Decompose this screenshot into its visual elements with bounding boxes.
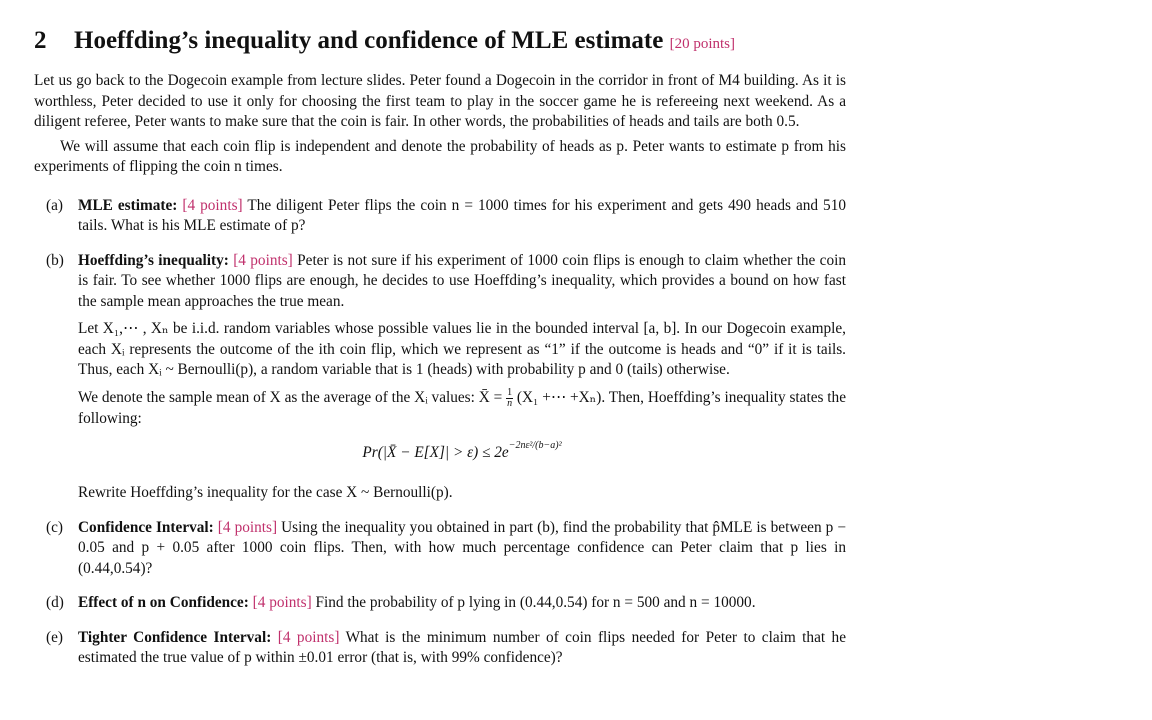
- question-label: (a): [46, 196, 63, 214]
- sample-mean-text: We denote the sample mean of X as the average of the Xᵢ values: X̄ =: [78, 388, 503, 406]
- question-label: (d): [46, 594, 64, 611]
- section-points: [20 points]: [669, 36, 736, 52]
- question-points: [4 points]: [252, 594, 312, 611]
- one-over-n-fraction: [506, 388, 513, 409]
- question-b-paragraph-2: Let X₁,⋯ , Xₙ be i.i.d. random variables whose possible values lie in the bounded interval [a, b]. In our Dogecoin example, each Xᵢ represents the outcome of the ith coin flip, which we represent as “1” if the outcome is heads and “0” if it is tails. Thus, each Xᵢ ~ Bernoulli(p), a random variable that is 1 (heads) with probability p and 0 (tails) otherwise.: [78, 320, 846, 378]
- question-points: [4 points]: [182, 196, 243, 214]
- question-list: [34, 196, 846, 669]
- question-title: MLE estimate:: [78, 196, 178, 214]
- question-d: [34, 593, 846, 614]
- question-text: Find the probability of p lying in (0.44,0.54) for n = 500 and n = 10000.: [315, 594, 756, 611]
- question-a: [34, 196, 846, 237]
- intro-paragraph-1: Let us go back to the Dogecoin example from lecture slides. Peter found a Dogecoin in the corridor in front of M4 building. As it is worthless, Peter decided to use it only for choosing the first team to play in the soccer game he is refereeing next weekend. As a diligent referee, Peter wants to make sure that the coin is fair. In other words, the probabilities of heads and tails are both 0.5.: [34, 72, 846, 130]
- question-e: [34, 628, 846, 669]
- section-number: 2: [34, 27, 47, 54]
- question-label: (b): [46, 251, 64, 269]
- section-title: Hoeffding’s inequality and confidence of MLE estimate: [74, 27, 664, 54]
- question-points: [4 points]: [217, 518, 278, 536]
- question-b: [34, 251, 846, 504]
- question-body: [78, 251, 846, 313]
- document: [34, 24, 846, 683]
- question-body: [78, 196, 846, 237]
- question-body: [78, 518, 846, 580]
- question-c: [34, 518, 846, 580]
- question-title: Confidence Interval:: [78, 518, 214, 536]
- sample-mean-text-2: (X₁ +⋯ +Xₙ). Then, Hoeffding’s inequality states the following:: [78, 388, 846, 427]
- section-heading: [34, 24, 846, 61]
- question-text: The diligent Peter flips the coin n = 1000 times for his experiment and gets 490 heads and 510 tails. What is his MLE estimate of p?: [78, 196, 846, 234]
- question-body: [78, 628, 846, 669]
- question-body: [78, 593, 846, 614]
- intro-paragraph-2: We will assume that each coin flip is independent and denote the probability of heads as p. Peter wants to estimate p from his experiments of flipping the coin n times.: [34, 137, 846, 175]
- question-b-paragraph-4: Rewrite Hoeffding’s inequality for the case X ~ Bernoulli(p).: [78, 484, 453, 501]
- question-points: [4 points]: [277, 628, 340, 646]
- fraction-numerator: 1: [507, 386, 513, 398]
- fraction-denominator: n: [507, 397, 513, 409]
- question-title: Tighter Confidence Interval:: [78, 628, 272, 646]
- question-text: What is the minimum number of coin flips needed for Peter to claim that he estimated the true value of p within ±0.01 error (that is, with 99% confidence)?: [78, 628, 846, 666]
- question-text: Peter is not sure if his experiment of 1000 coin flips is enough to claim whether the coin is fair. To see whether 1000 flips are enough, he decides to use Hoeffding’s inequality, which provides a bound on how fast the sample mean approaches the true mean.: [78, 251, 847, 310]
- question-title: Effect of n on Confidence:: [78, 594, 249, 611]
- formula-main: Pr(|X̄ − E[X]| > ε) ≤ 2e: [362, 444, 509, 461]
- formula-exponent: −2nε²/(b−a)²: [508, 440, 562, 451]
- question-title: Hoeffding’s inequality:: [78, 251, 229, 269]
- hoeffding-formula: [78, 440, 846, 465]
- question-points: [4 points]: [233, 251, 293, 269]
- question-label: (c): [46, 518, 63, 536]
- question-text: Using the inequality you obtained in part (b), find the probability that p̂MLE is between p − 0.05 and p + 0.05 after 1000 coin flips. Then, with how much percentage confidence can Peter claim that p lies in (0.44,0.54)?: [78, 518, 846, 577]
- question-b-paragraph-3: [78, 388, 846, 430]
- question-label: (e): [46, 628, 63, 646]
